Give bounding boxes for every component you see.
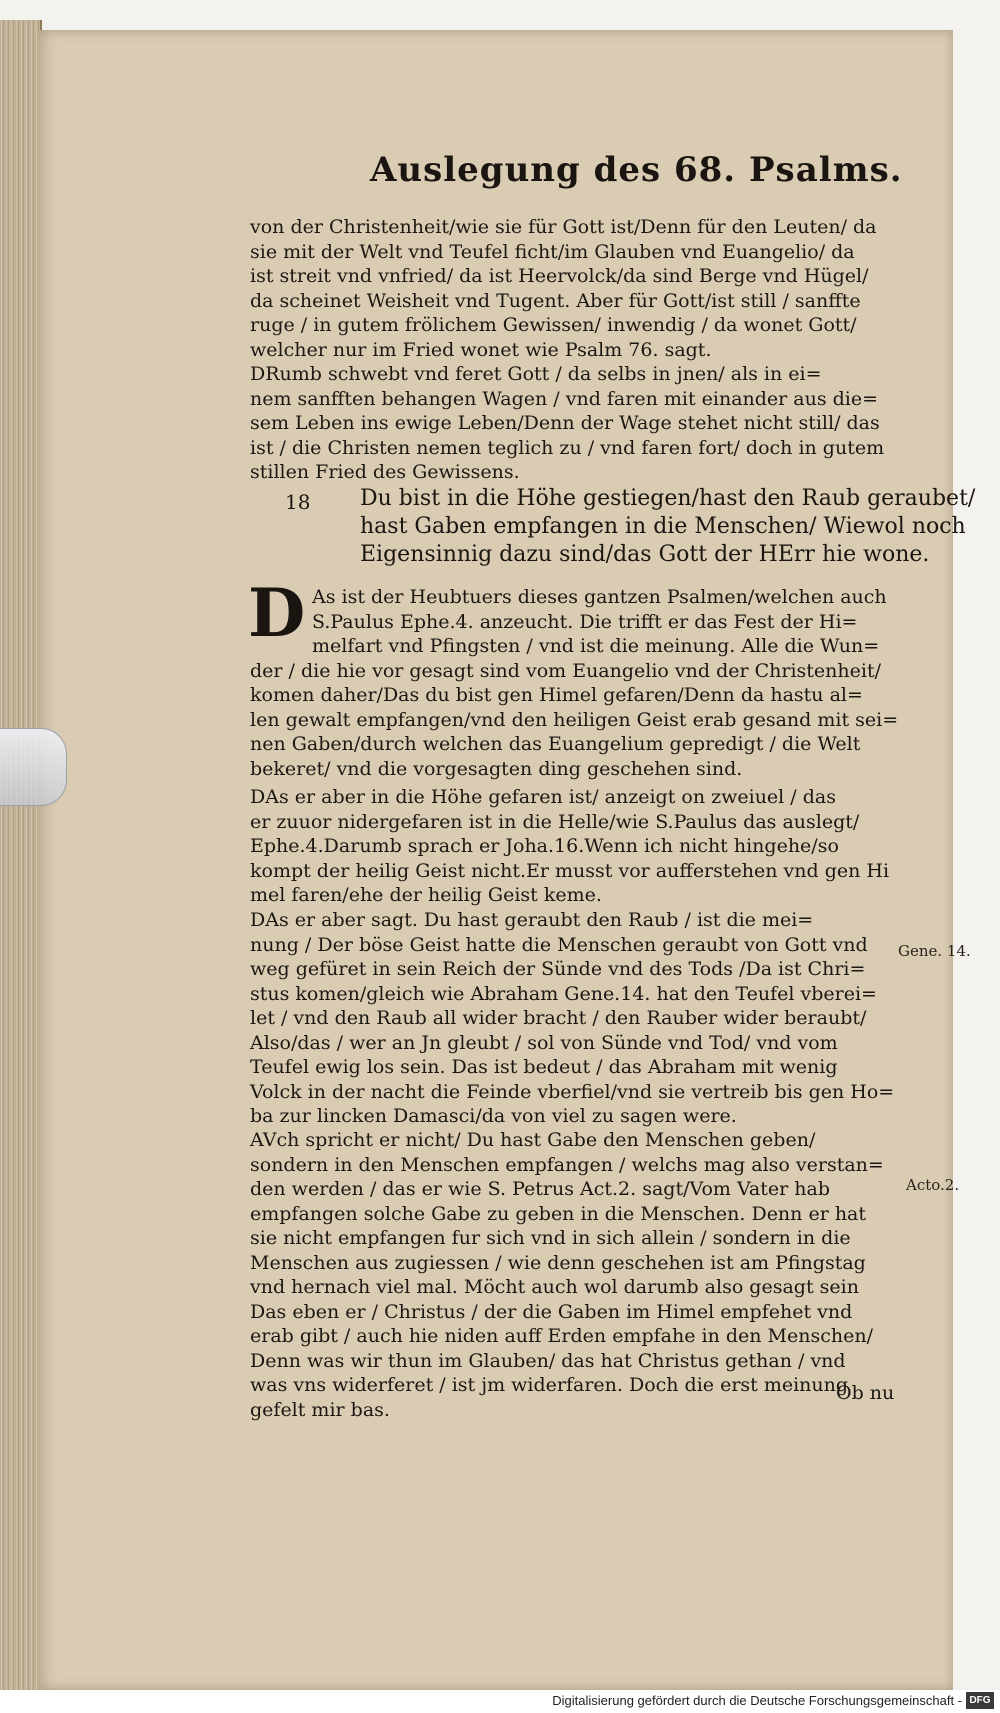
text-line: Volck in der nacht die Feinde vberfiel/vnd sie vertreib bis gen Ho=: [250, 1080, 895, 1103]
verse-line: Eigensinnig dazu sind/das Gott der HErr hie wone.: [360, 542, 930, 567]
text-line: Menschen aus zugiessen / wie denn geschehen ist am Pfingstag: [250, 1251, 866, 1274]
text-line: DAs er aber in die Höhe gefaren ist/ anzeigt on zweiuel / das: [250, 786, 836, 808]
paragraph-1: [250, 215, 900, 362]
footer-credit: Digitalisierung gefördert durch die Deutsche Forschungsgemeinschaft -: [552, 1693, 962, 1708]
text-line: stus komen/gleich wie Abraham Gene.14. hat den Teufel vberei=: [250, 982, 877, 1005]
text-line: da scheinet Weisheit vnd Tugent. Aber für Gott/ist still / sanffte: [250, 289, 861, 312]
text-line: Teufel ewig los sein. Das ist bedeut / das Abraham mit wenig: [250, 1056, 838, 1078]
dfg-logo: DFG: [966, 1692, 994, 1709]
text-line: gefelt mir bas.: [250, 1398, 390, 1421]
paragraph-3: [250, 585, 900, 781]
verse-text: [360, 485, 976, 569]
paragraph-6: [250, 1128, 900, 1422]
text-line: ist / die Christen nemen teglich zu / vnd faren fort/ doch in gutem: [250, 436, 885, 459]
text-line: stillen Fried des Gewissens.: [250, 461, 520, 483]
paragraph-4: [250, 785, 900, 908]
drop-cap-initial: D: [248, 574, 306, 652]
text-line: As ist der Heubtuers dieses gantzen Psalmen/welchen auch: [312, 586, 887, 608]
text-line: komen daher/Das du bist gen Himel gefaren/Denn da hastu al=: [250, 684, 863, 706]
text-line: Also/das / wer an Jn gleubt / sol von Sünde vnd Tod/ vnd vom: [250, 1031, 838, 1054]
text-line: DRumb schwebt vnd feret Gott / da selbs in jnen/ als in ei=: [250, 363, 822, 385]
text-line: mel faren/ehe der heilig Geist keme.: [250, 884, 602, 906]
footer-bar: [0, 1690, 1000, 1713]
text-line: bekeret/ vnd die vorgesagten ding geschehen sind.: [250, 757, 743, 780]
page-clip: [0, 728, 67, 806]
text-line: ist streit vnd vnfried/ da ist Heervolck/da sind Berge vnd Hügel/: [250, 265, 869, 287]
text-line: nem sanfften behangen Wagen / vnd faren mit einander aus die=: [250, 387, 879, 410]
text-line: vnd hernach viel mal. Möcht auch wol darumb also gesagt sein: [250, 1276, 859, 1298]
text-line: ba zur lincken Damasci/da von viel zu sagen were.: [250, 1105, 737, 1127]
text-line: nung / Der böse Geist hatte die Menschen geraubt von Gott vnd: [250, 933, 868, 956]
text-line: let / vnd den Raub all wider bracht / den Rauber wider beraubt/: [250, 1007, 867, 1029]
text-line: sie mit der Welt vnd Teufel ficht/im Glauben vnd Euangelio/ da: [250, 240, 855, 263]
text-line: melfart vnd Pfingsten / vnd ist die meinung. Alle die Wun=: [312, 635, 880, 657]
margin-note-gene: Gene. 14.: [898, 942, 971, 960]
verse-line: hast Gaben empfangen in die Menschen/ Wiewol noch: [360, 514, 966, 539]
text-line: den werden / das er wie S. Petrus Act.2. sagt/Vom Vater hab: [250, 1178, 830, 1200]
book-edge: [0, 20, 42, 1692]
text-line: sondern in den Menschen empfangen / welchs mag also verstan=: [250, 1153, 884, 1176]
paragraph-2: [250, 362, 900, 485]
text-line: kompt der heilig Geist nicht.Er musst vor aufferstehen vnd gen Hi: [250, 859, 890, 882]
text-line: er zuuor nidergefaren ist in die Helle/wie S.Paulus das auslegt/: [250, 810, 860, 833]
catchword: Ob nu: [836, 1382, 895, 1404]
text-line: sie nicht empfangen fur sich vnd in sich allein / sondern in die: [250, 1227, 851, 1249]
text-line: erab gibt / auch hie niden auff Erden empfahe in den Menschen/: [250, 1325, 873, 1347]
text-line: len gewalt empfangen/vnd den heiligen Geist erab gesand mit sei=: [250, 708, 899, 731]
text-line: nen Gaben/durch welchen das Euangelium gepredigt / die Welt: [250, 733, 861, 755]
verse-line: Du bist in die Höhe gestiegen/hast den Raub geraubet/: [360, 486, 976, 511]
text-line: was vns widerferet / ist jm widerfaren. Doch die erst meinung: [250, 1374, 849, 1396]
verse-number: 18: [285, 490, 311, 514]
text-line: empfangen solche Gabe zu geben in die Menschen. Denn er hat: [250, 1202, 867, 1225]
text-line: der / die hie vor gesagt sind vom Euangelio vnd der Christenheit/: [250, 659, 882, 682]
text-line: weg gefüret in sein Reich der Sünde vnd des Tods /Da ist Chri=: [250, 958, 866, 980]
paragraph-5: [250, 908, 900, 1129]
page-heading: Auslegung des 68. Psalms.: [370, 150, 903, 190]
text-line: Ephe.4.Darumb sprach er Joha.16.Wenn ich nicht hingehe/so: [250, 835, 839, 857]
text-line: S.Paulus Ephe.4. anzeucht. Die trifft er das Fest der Hi=: [312, 610, 858, 633]
margin-note-acto: Acto.2.: [906, 1176, 960, 1194]
text-line: Denn was wir thun im Glauben/ das hat Christus gethan / vnd: [250, 1349, 846, 1372]
text-line: Das eben er / Christus / der die Gaben im Himel empfehet vnd: [250, 1300, 853, 1323]
text-line: DAs er aber sagt. Du hast geraubt den Raub / ist die mei=: [250, 909, 814, 931]
text-line: welcher nur im Fried wonet wie Psalm 76. sagt.: [250, 338, 712, 361]
text-line: sem Leben ins ewige Leben/Denn der Wage stehet nicht still/ das: [250, 412, 880, 434]
text-line: von der Christenheit/wie sie für Gott ist/Denn für den Leuten/ da: [250, 216, 877, 238]
text-line: ruge / in gutem frölichem Gewissen/ inwendig / da wonet Gott/: [250, 314, 857, 336]
text-line: AVch spricht er nicht/ Du hast Gabe den Menschen geben/: [250, 1129, 816, 1151]
